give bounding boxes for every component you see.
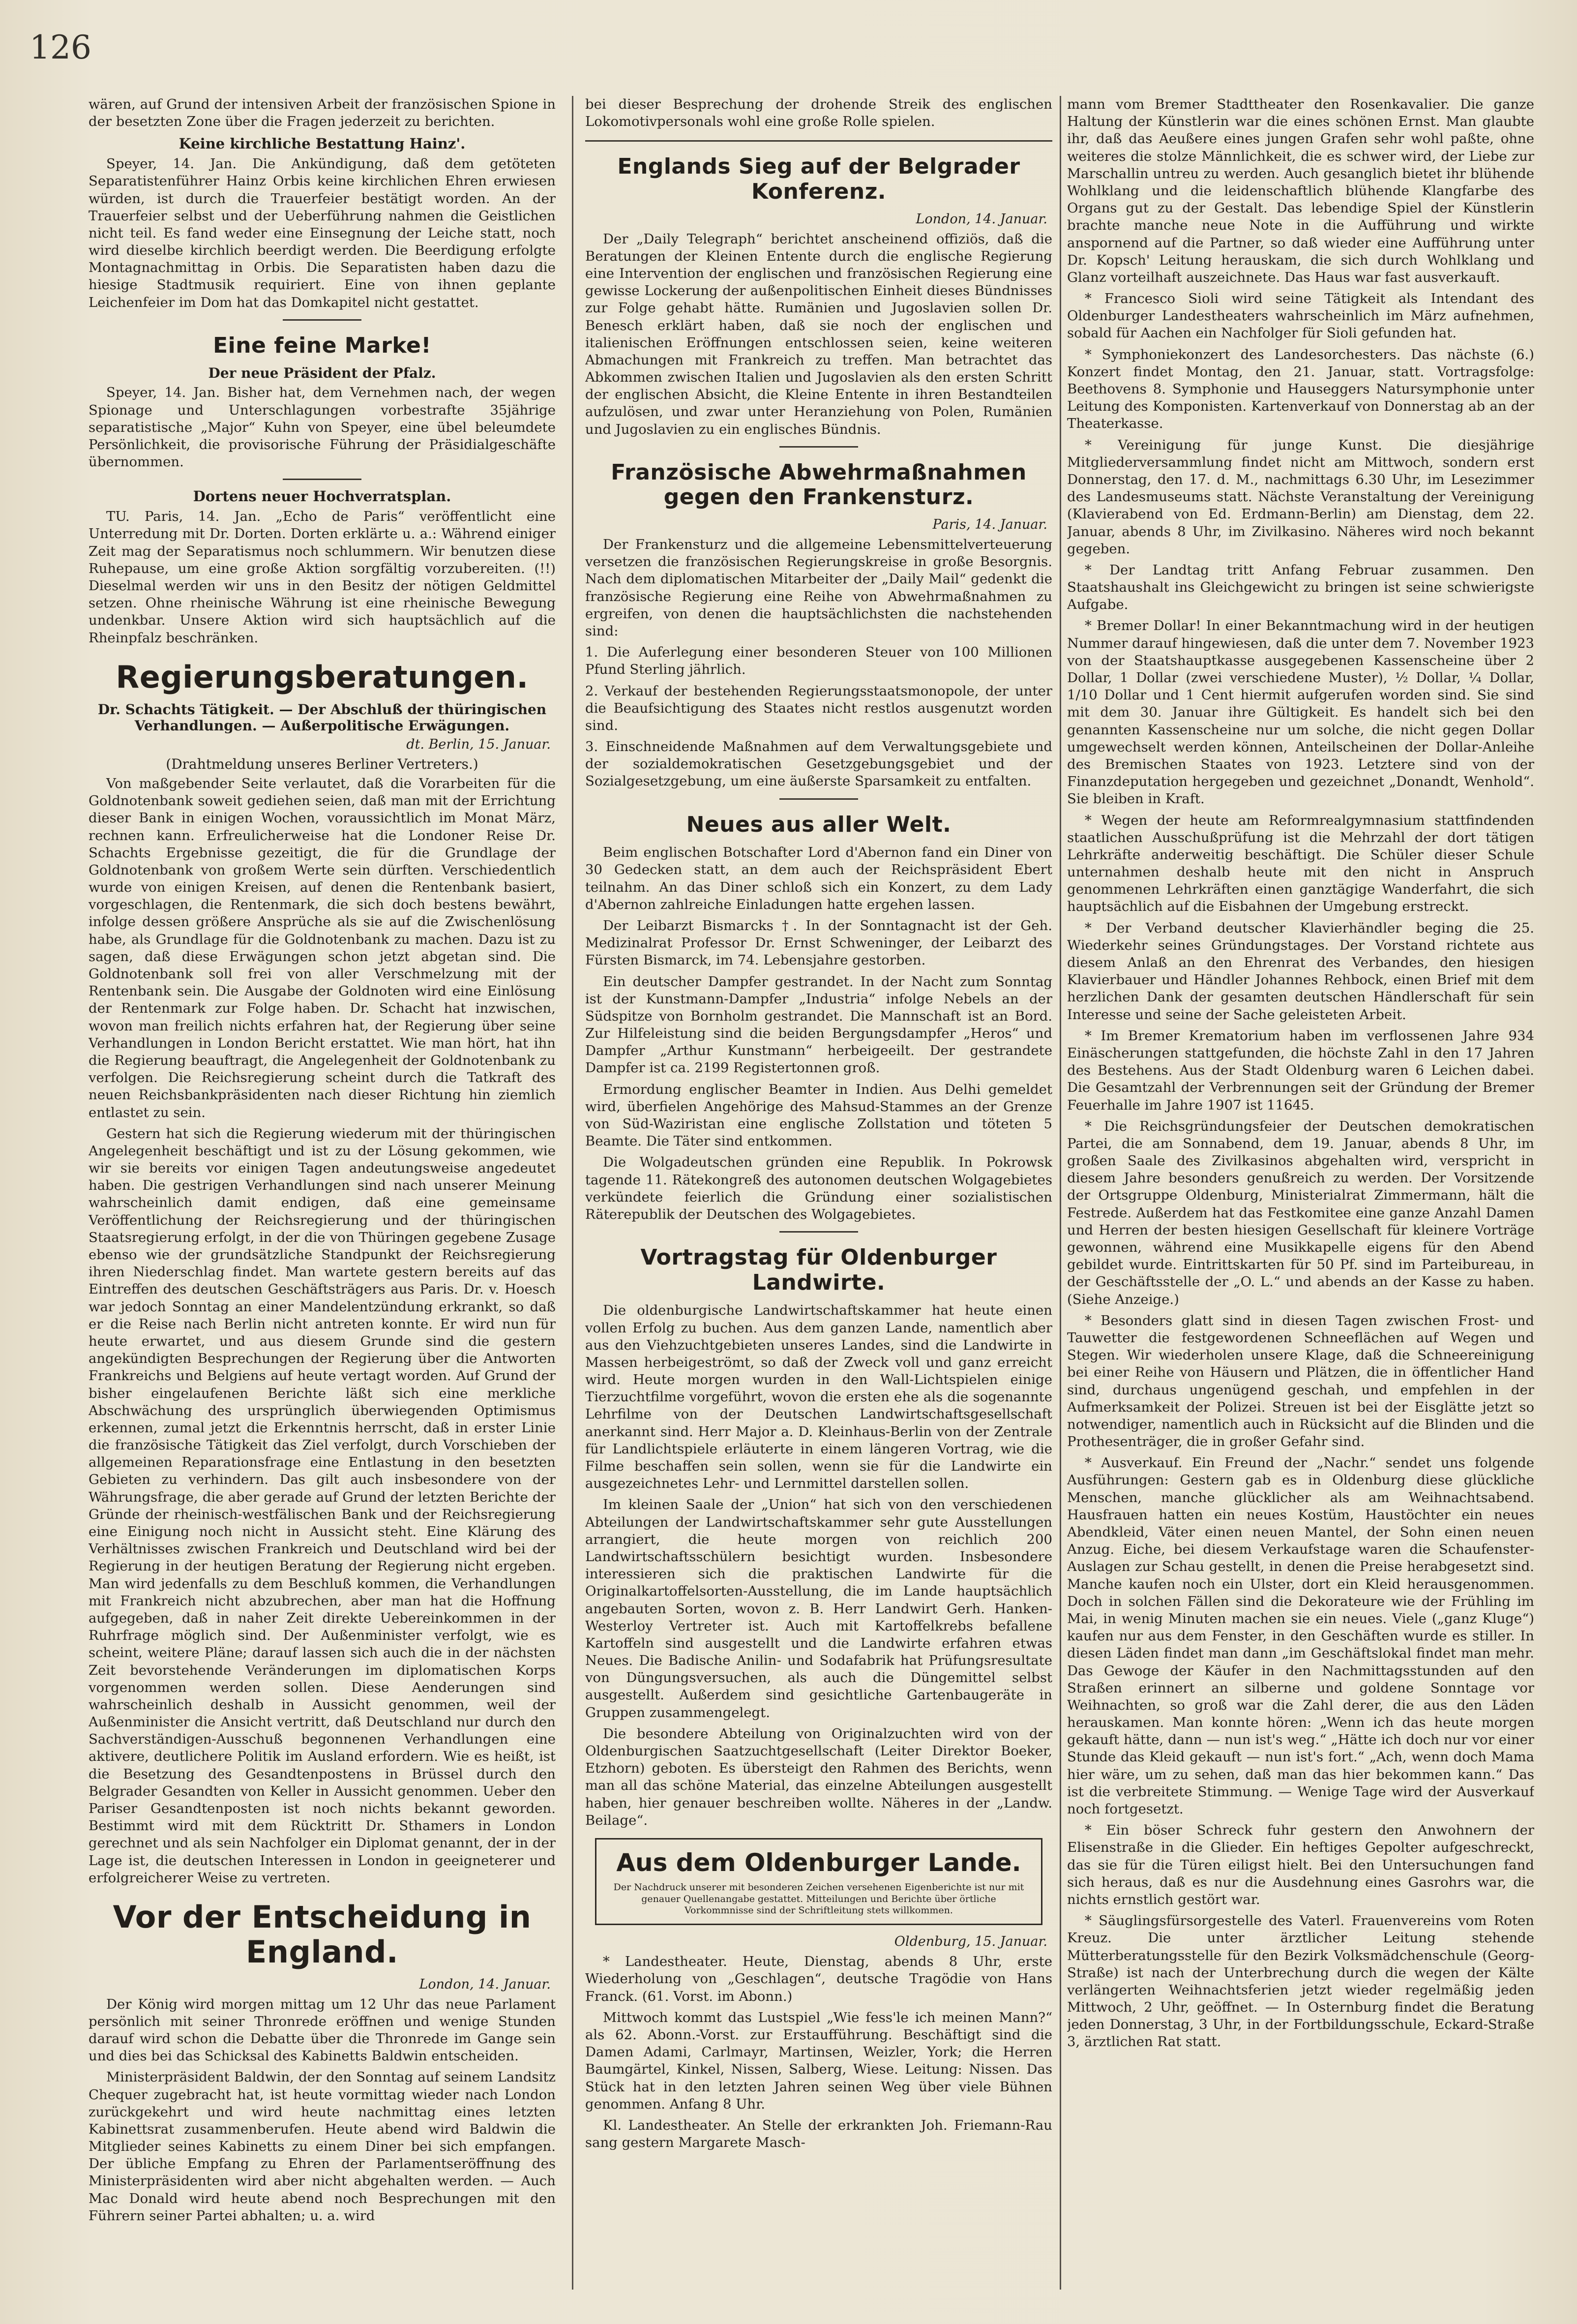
article-paragraph: Der „Daily Telegraph“ berichtet anscheinend offiziös, daß die Beratungen der Kleinen Entente durch die englische Regierung eine Intervention der englischen und französischen Regierung eine gewisse Lockerung der außenpolitischen Einheit dieses Bündnisses zur Folge gehabt hätte. Rumänien und Jugoslavien sollen Dr. Benesch erklärt haben, daß sie noch der englischen und italienischen Eröffnungen entschlossen seien, keine weiteren Abmachungen mit Frankreich zu treffen. Man betrachtet das Abkommen zwischen Italien und Jugoslavien als den ersten Schritt der englischen Absicht, die Kleine Entente in ihren Bestandteilen aufzulösen, und zwar unter Heranziehung von Polen, Rumänien und Jugoslavien zu ein englisches Bündnis.: [585, 231, 1052, 437]
news-item: * Ein böser Schreck fuhr gestern den Anwohnern der Elisenstraße in die Glieder. Ein heftiges Gepolter aufgeschreckt, das sie für die Türen eiligst hielt. Bei den Untersuchungen fand sich heraus, daß es nur die Ausdehnung eines Gasrohrs war, die nichts ernstlich gestört war.: [1067, 1822, 1534, 1907]
article-paragraph: Der Frankensturz und die allgemeine Lebensmittelverteuerung versetzen die französischen Regierungskreise in große Besorgnis. Nach dem diplomatischen Mitarbeiter der „Daily Mail“ gedenkt die französische Regierung eine Reihe von Abwehrmaßnahmen zu ergreifen, von denen die hauptsächlichsten die nachstehenden sind:: [585, 537, 1052, 639]
article-headline: Keine kirchliche Bestattung Hainz'.: [179, 135, 466, 152]
section-note: Der Nachdruck unserer mit besonderen Zeichen versehenen Eigenberichte ist nur mit genauer Quellenangabe gestattet. Mitteilungen und Berichte über örtliche Vorkommnisse sind der Schriftleitung stets willkommen.: [613, 1881, 1024, 1916]
article-paragraph: Von maßgebender Seite verlautet, daß die Vorarbeiten für die Goldnotenbank soweit gediehen seien, daß man mit der Errichtung dieser Bank in einigen Wochen, voraussichtlich im Monat März, rechnen kann. Erfreulicherweise hat die Londoner Reise Dr. Schachts Ergebnisse gezeitigt, die für die Grundlage der Goldnotenbank von großem Werte sein dürften. Verschiedentlich wurde von einigen Kreisen, auf denen die Rentenbank basiert, vorgeschlagen, die Rentenmark, die sich doch bestens bewährt, infolge dessen größere Ansprüche als sie auf die Zwischenlösung habe, als Grundlage für die Goldnotenbank zu machen. Dazu ist zu sagen, daß diese Erwägungen schon jetzt abgetan sind. Die Goldnotenbank soll frei von aller Verschmelzung mit der Rentenbank sein. Die Ausgabe der Goldnoten wird eine Einlösung der Rentenmark zur Folge haben. Dr. Schacht hat inzwischen, wovon man freilich nichts erfahren hat, der Regierung über seine Verhandlungen in London Bericht erstattet. Wie man hört, hat ihn die Regierung beauftragt, die Angelegenheit der Goldnotenbank zu verfolgen. Die Reichsregierung scheint durch die Tatkraft des neuen Reichsbankpräsidenten nach dieser Richtung hin ziemlich entlastet zu sein.: [89, 775, 556, 1120]
article-paragraph: Die oldenburgische Landwirtschaftskammer hat heute einen vollen Erfolg zu buchen. Aus dem ganzen Lande, namentlich aber aus den Viehzuchtgebieten unseres Landes, sind die Landwirte in Massen herbeigeströmt, so daß der Zweck voll und ganz erreicht wird. Heute morgen wurden in den Wall-Lichtspielen einige Tierzuchtfilme vorgeführt, wovon die ersten ehe als die sogenannte Lehrfilme von der Deutschen Landwirtschaftsgesellschaft anerkannt sind. Herr Major a. D. Kleinhaus-Berlin von der Zentrale für Landlichtspiele erläuterte in einem längeren Vortrag, wie die Filme beschaffen sein sollen, wenn sie für die Landwirte ein ausgezeichnetes Lehr- und Lernmittel darstellen sollen.: [585, 1302, 1052, 1492]
article-continuation: mann vom Bremer Stadttheater den Rosenkavalier. Die ganze Haltung der Künstlerin war die eines schönen Ernst. Man glaubte ihr, daß das Aeußere eines jungen Grafen sehr wohl paßte, ohne weiteres die stolze Männlichkeit, die es schwer wird, der Liebe zur Marschallin untreu zu werden. Auch gesanglich bietet ihr blühende Wohlklang und die leidenschaftlich blühende Klangfarbe des Organs gut zu der Gestalt. Das lebendige Spiel der Künstlerin brachte manche neue Note in die Aufführung und wirkte anspornend auf die Partner, so daß wieder eine Aufführung unter Dr. Kopsch' Leitung herauskam, die sich durch Wohlklang und Glanz vorteilhaft auszeichnete. Das Haus war fast ausverkauft.: [1067, 96, 1534, 285]
article-paragraph: Die Wolgadeutschen gründen eine Republik. In Pokrowsk tagende 11. Rätekongreß des autonomen deutschen Wolgagebietes verkündete feierlich die Gründung einer sozialistischen Räterepublik der Deutschen des Wolgagebietes.: [585, 1154, 1052, 1222]
article-paragraph: * Landestheater. Heute, Dienstag, abends 8 Uhr, erste Wiederholung von „Geschlagen“, deutsche Tragödie von Hans Franck. (61. Vorst. im Abonn.): [585, 1954, 1052, 2004]
separator: [779, 798, 858, 800]
article-paragraph: Beim englischen Botschafter Lord d'Abernon fand ein Diner von 30 Gedecken statt, an dem auch der Reichspräsident Ebert teilnahm. An das Diner schloß sich ein Konzert, zu dem Lady d'Abernon zahlreiche Einladungen hatte ergehen lassen.: [585, 845, 1052, 912]
separator: [779, 1231, 858, 1233]
article-paragraph: Gestern hat sich die Regierung wiederum mit der thüringischen Angelegenheit beschäftigt und ist zu der Lösung gekommen, wie wir sie bereits vor einigen Tagen andeutungsweise angedeutet haben. Die gestrigen Verhandlungen sind nach unserer Meinung wahrscheinlich damit endigen, daß eine gemeinsame Veröffentlichung der Reichsregierung und der thüringischen Staatsregierung erfolgt, in der die von Thüringen gegebene Zusage ebenso wie der grundsätzliche Standpunkt der Reichsregierung ihren Niederschlag findet. Man wartete gestern bereits auf das Eintreffen des deutschen Geschäftsträgers aus Paris. Dr. v. Hoesch war jedoch Sonntag an einer Mandelentzündung erkrankt, so daß er die Reise nach Berlin nicht antreten konnte. Er wird nun für heute erwartet, und aus diesem Grunde sind die gestern angekündigten Besprechungen der Regierung über die Antworten Frankreichs und Belgiens auf heute vertagt worden. Auf Grund der bisher eingelaufenen Berichte läßt sich eine merkliche Abschwächung des ursprünglich überwiegenden Optimismus erkennen, zumal jetzt die Erkenntnis herrscht, daß in erster Linie die französische Tätigkeit das Ziel verfolgt, durch Vorschieben der allgemeinen Reparationsfrage eine Entlastung in den besetzten Gebieten zu verhindern. Das gilt auch insbesondere von der Währungsfrage, die aber gerade auf Grund der letzten Berichte der Gründe der rheinisch-westfälischen Bank und der Reichsregierung eine Einigung noch nicht in Aussicht steht. Eine Klärung des Verhältnisses zwischen Frankreich und Deutschland wird bei der Regierung in der heutigen Beratung der Regierung nicht ergeben. Man wird jedenfalls zu dem Beschluß kommen, die Verhandlungen mit Frankreich nicht abzubrechen, aber man hat die Hoffnung aufgegeben, daß in naher Zeit direkte Uebereinkommen in der Ruhrfrage möglich sind. Der Außenminister verfolgt, wie es scheint, weitere Pläne; darauf lassen sich auch die in der nächsten Zeit bevorstehende Veränderungen im diplomatischen Korps vorgenommen werden sollen. Diese Aenderungen sind wahrscheinlich deshalb in Aussicht genommen, weil der Außenminister die Ansicht vertritt, daß Deutschland nur durch den Sachverständigen-Ausschuß begonnenen Verhandlungen eine aktivere, deutlichere Politik im Ausland erfordern. Wie es heißt, ist die Besetzung des Gesandtenpostens in Brüssel durch den Belgrader Gesandten von Keller in Aussicht genommen. Ueber den Pariser Gesandtenposten ist noch nichts bekannt geworden. Bestimmt wird mit dem Rücktritt Dr. Sthamers in London gerechnet und als sein Nachfolger ein Diplomat genannt, der in der Lage ist, die deutschen Interessen in London in geeigneterer und erfolgreicherer Weise zu vertreten.: [89, 1125, 556, 1886]
article-subheadline: Der neue Präsident der Pfalz.: [208, 365, 436, 382]
separator: [585, 140, 1052, 142]
page-number: 126: [30, 29, 91, 66]
dateline: Paris, 14. Januar.: [932, 517, 1047, 532]
news-item: * Der Landtag tritt Anfang Februar zusammen. Den Staatshaushalt ins Gleichgewicht zu bringen ist seine schwierigste Aufgabe.: [1067, 562, 1534, 613]
article-headline: Dortens neuer Hochverratsplan.: [193, 488, 451, 505]
list-item: 2. Verkauf der bestehenden Regierungsstaatsmonopole, der unter die Beaufsichtigung des Staates nicht restlos ausgenutzt worden sind.: [585, 683, 1052, 733]
article-headline: Vor der Entscheidung in England.: [113, 1899, 532, 1970]
news-item: * Francesco Sioli wird seine Tätigkeit als Intendant des Oldenburger Landestheaters wahrscheinlich im März aufnehmen, sobald für Aachen ein Nachfolger für Sioli gefunden hat.: [1067, 291, 1534, 341]
dateline: London, 14. Januar.: [419, 1976, 551, 1992]
article-paragraph: Ermordung englischer Beamter in Indien. Aus Delhi gemeldet wird, überfielen Angehörige des Mahsud-Stammes an der Grenze von Süd-Waziristan eine englische Zollstation und töteten 5 Beamte. Die Täter sind entkommen.: [585, 1081, 1052, 1149]
column-left: [89, 96, 556, 2299]
news-item: * Vereinigung für junge Kunst. Die diesjährige Mitgliederversammlung findet nicht am Mittwoch, sondern erst Donnerstag, den 17. d. M., nachmittags 6.30 Uhr, im Lesezimmer des Landesmuseums statt. Nächste Veranstaltung der Vereinigung (Klavierabend von Ed. Erdmann-Berlin) am Dienstag, dem 22. Januar, abends 8 Uhr, im Zivilkasino. Näheres wird noch bekannt gegeben.: [1067, 437, 1534, 557]
section-header-box: [595, 1838, 1042, 1925]
column-rule: [1060, 96, 1061, 2290]
dateline: London, 14. Januar.: [916, 211, 1047, 227]
article-paragraph: Ministerpräsident Baldwin, der den Sonntag auf seinem Landsitz Chequer zugebracht hat, ist heute vormittag wieder nach London zurückgekehrt und wird heute nachmittag eines letzten Kabinettsrat zusammenberufen. Heute abend wird Baldwin die Mitglieder seines Kabinetts zu einem Diner bei sich empfangen. Der übliche Empfang zu Ehren der Parlamentseröffnung des Ministerpräsidenten wird aber nicht abgehalten werden. — Auch Mac Donald wird heute abend noch Besprechungen mit den Führern seiner Partei abhalten; u. a. wird: [89, 2069, 556, 2224]
article-paragraph: Im kleinen Saale der „Union“ hat sich von den verschiedenen Abteilungen der Landwirtschaftskammer sehr gute Ausstellungen arrangiert, die heute morgen von reichlich 200 Landwirtschaftsschülern besichtigt wurden. Insbesondere interessieren sich die praktischen Landwirte für die Originalkartoffelsorten-Ausstellung, die im Lande hauptsächlich angebauten Sorten, wovon z. B. Herr Landwirt Gerh. Hanken-Westerloy Vertreter ist. Auch mit Kartoffelkrebs befallene Kartoffeln sind ausgestellt und die Landwirte erfahren etwas Neues. Die Badische Anilin- und Sodafabrik hat Prüfungsresultate von Düngungsversuchen, als auch die Düngemittel selbst ausgestellt. Außerdem sind gesichtliche Gartenbaugeräte in Gruppen zusammengelegt.: [585, 1497, 1052, 1720]
column-rule: [572, 96, 573, 2290]
article-headline: Englands Sieg auf der Belgrader Konferenz.: [617, 154, 1020, 204]
news-item: * Wegen der heute am Reformrealgymnasium stattfindenden staatlichen Ausschußprüfung ist die Mehrzahl der dort tätigen Lehrkräfte anderweitig beschäftigt. Die Schüler dieser Schule unternahmen deshalb heute mit den nicht in Anspruch genommenen Lehrkräften einen ganztägige Wanderfahrt, die sich hauptsächlich auf die Eisbahnen der Umgebung erstreckt.: [1067, 812, 1534, 915]
column-right: [1067, 96, 1534, 2299]
article-headline: Vortragstag für Oldenburger Landwirte.: [640, 1245, 997, 1295]
article-paragraph: Speyer, 14. Jan. Die Ankündigung, daß dem getöteten Separatistenführer Hainz Orbis keine kirchlichen Ehren erwiesen würden, ist durch die Trauerfeier bestätigt worden. An der Trauerfeier selbst und der Ueberführung nahmen die Geistlichen nicht teil. Es fand weder eine Einsegnung der Leiche statt, noch wird dieselbe kirchlich beerdigt werden. Die Beerdigung erfolgte Montagnachmittag in Orbis. Die Separatisten haben dazu die hiesige Stadtmusik requiriert. Eine von ihnen geplante Leichenfeier im Dom hat das Domkapitel nicht gestattet.: [89, 156, 556, 310]
article-continuation: bei dieser Besprechung der drohende Streik des englischen Lokomotivpersonals wohl eine große Rolle spielen.: [585, 96, 1052, 130]
list-item: 1. Die Auferlegung einer besonderen Steuer von 100 Millionen Pfund Sterling jährlich.: [585, 644, 1052, 678]
dateline: dt. Berlin, 15. Januar.: [406, 736, 551, 752]
article-paragraph: Die besondere Abteilung von Originalzuchten wird von der Oldenburgischen Saatzuchtgesellschaft (Leiter Direktor Boeker, Etzhorn) geboten. Es übersteigt den Rahmen des Berichts, wenn man all das schöne Material, das einzelne Abteilungen ausgestellt haben, hier genauer beschreiben wollte. Näheres in der „Landw. Beilage“.: [585, 1725, 1052, 1828]
news-item: * Ausverkauf. Ein Freund der „Nachr.“ sendet uns folgende Ausführungen: Gestern gab es in Oldenburg diese glückliche Menschen, manche glücklicher als am Weihnachtsabend. Hausfrauen hatten ein neues Kostüm, Haustöchter ein neues Abendkleid, Väter einen neuen Mantel, der Sohn einen neuen Anzug. Eiche, bei diesem Verkaufstage waren die Schaufenster-Auslagen zur Schau gestellt, in denen die Preise herabgesetzt sind. Manche kaufen noch ein Ulster, dort ein Kleid herausgenommen. Doch in solchen Fällen sind die Dekorateure wie der Frühling im Mai, in wenig Minuten machen sie ein neues. Viele („ganz Kluge“) kaufen nur aus dem Fenster, in den Geschäften wurde es stiller. In diesen Läden findet man dann „im Geschäftslokal findet man mehr. Das Gewoge der Käufer in den Nachmittagsstunden auf den Straßen erinnert an silberne und goldene Sonntage vor Weihnachten, so groß war die Zahl derer, die aus den Läden herauskamen. Man konnte hören: „Wenn ich das heute morgen gekauft hätte, dann — nun ist's weg.“ „Hätte ich doch nur vor einer Stunde das Kleid gekauft — nun ist's fort.“ „Ach, wenn doch Mama hier wäre, um zu sehen, daß man das hier bekommen kann.“ Das ist die verbreitete Stimmung. — Wenige Tage wird der Ausverkauf noch fortgesetzt.: [1067, 1455, 1534, 1817]
separator: [283, 319, 361, 321]
article-paragraph: Mittwoch kommt das Lustspiel „Wie fess'le ich meinen Mann?“ als 62. Abonn.-Vorst. zur Erstaufführung. Beschäftigt sind die Damen Adami, Carlmayr, Martinsen, Weizler, York; die Herren Baumgärtel, Kinkel, Nissen, Salberg, Wiese. Leitung: Nissen. Das Stück hat in den letzten Jahren seinen Weg über viele Bühnen genommen. Anfang 8 Uhr.: [585, 2009, 1052, 2112]
news-item: * Die Reichsgründungsfeier der Deutschen demokratischen Partei, die am Sonnabend, dem 19. Januar, abends 8 Uhr, im großen Saale des Zivilkasinos abgehalten wird, verspricht in diesem Jahre besonders genußreich zu werden. Der Vorsitzende der Ortsgruppe Oldenburg, Ministerialrat Zimmermann, hält die Festrede. Außerdem hat das Festkomitee eine ganze Anzahl Damen und Herren der besten hiesigen Gesellschaft für kleinere Vorträge gewonnen, während eine Musikkapelle eigens für den Abend gebildet wurde. Eintrittskarten für 50 Pf. sind im Parteibureau, in der Geschäftsstelle der „O. L.“ und abends an der Kasse zu haben. (Siehe Anzeige.): [1067, 1118, 1534, 1307]
article-note: (Drahtmeldung unseres Berliner Vertreters.): [166, 755, 478, 772]
article-paragraph: Ein deutscher Dampfer gestrandet. In der Nacht zum Sonntag ist der Kunstmann-Dampfer „Industria“ infolge Nebels an der Südspitze von Bornholm gestrandet. Die Mannschaft ist an Bord. Zur Hilfeleistung sind die beiden Bergungsdampfer „Heros“ und Dampfer „Arthur Kunstmann“ herbeigeeilt. Der gestrandete Dampfer ist ca. 2199 Registertonnen groß.: [585, 973, 1052, 1076]
separator: [283, 479, 361, 480]
article-headline: Französische Abwehrmaßnahmen gegen den Frankensturz.: [611, 459, 1027, 510]
news-item: * Der Verband deutscher Klavierhändler beging die 25. Wiederkehr seines Gründungstages. Der Vorstand richtete aus diesem Anlaß an den Ehrenrat des Verbandes, den hiesigen Klavierbauer und Händler Johannes Rehbock, einen Brief mit dem herzlichen Dank der gesamten deutschen Händlerschaft für sein Interesse und seine der Sache geleisteten Arbeit.: [1067, 920, 1534, 1023]
news-item: * Symphoniekonzert des Landesorchesters. Das nächste (6.) Konzert findet Montag, den 21. Januar, statt. Vortragsfolge: Beethovens 8. Symphonie und Hauseggers Natursymphonie unter Leitung des Komponisten. Kartenverkauf von Donnerstag ab an der Theaterkasse.: [1067, 346, 1534, 432]
dateline: Oldenburg, 15. Januar.: [894, 1934, 1047, 1950]
news-item: * Bremer Dollar! In einer Bekanntmachung wird in der heutigen Nummer darauf hingewiesen, daß die unter dem 7. November 1923 von der Staatshauptkasse ausgegebenen Kassenscheine über 2 Dollar, 1 Dollar (zwei verschiedene Muster), ½ Dollar, ¼ Dollar, 1/10 Dollar und 1 Cent hiermit aufgerufen worden sind. Sie sind mit dem 30. Januar ihre Gültigkeit. Es handelt sich bei den genannten Kassenscheine nur um solche, die nicht gegen Dollar umgewechselt werden können, Anteilscheinen der Dollar-Anleihe des Bremischen Staates von 1923. Letztere sind von der Finanzdeputation hergegeben und gezeichnet „Donandt, Wenhold“. Sie bleiben in Kraft.: [1067, 618, 1534, 807]
article-paragraph: Der Leibarzt Bismarcks †. In der Sonntagnacht ist der Geh. Medizinalrat Professor Dr. Ernst Schweninger, der Leibarzt des Fürsten Bismarck, im 74. Lebensjahre gestorben.: [585, 917, 1052, 968]
news-item: * Säuglingsfürsorgestelle des Vaterl. Frauenvereins vom Roten Kreuz. Die unter ärztlicher Leitung stehende Mütterberatungsstelle für den Bezirk Volksmädchenschule (Georg-Straße) ist nach der Unterbrechung durch die wegen der Kälte verlängerten Weihnachtsferien jetzt wieder regelmäßig jeden Mittwoch, 2 Uhr, geöffnet. — In Osternburg findet die Beratung jeden Donnerstag, 3 Uhr, in der Fortbildungsschule, Eckard-Straße 3, ärztlichen Rat statt.: [1067, 1913, 1534, 2050]
list-item: 3. Einschneidende Maßnahmen auf dem Verwaltungsgebiete und der sozialdemokratischen Gesetzgebungsgebiet und der Sozialgesetzgebung, um eine äußerste Sparsamkeit zu entfalten.: [585, 739, 1052, 789]
article-continuation: wären, auf Grund der intensiven Arbeit der französischen Spione in der besetzten Zone über die Fragen jederzeit zu berichten.: [89, 96, 556, 130]
section-title: Aus dem Oldenburger Lande.: [616, 1848, 1021, 1877]
article-paragraph: Der König wird morgen mittag um 12 Uhr das neue Parlament persönlich mit seiner Thronrede eröffnen und wenige Stunden darauf wird schon die Debatte über die Thronrede im Gange sein und dies bei das Schicksal des Kabinetts Baldwin entscheiden.: [89, 1996, 556, 2064]
article-paragraph: Speyer, 14. Jan. Bisher hat, dem Vernehmen nach, der wegen Spionage und Unterschlagungen vorbestrafte 35jährige separatistische „Major“ Kuhn von Speyer, eine übel beleumdete Persönlichkeit, die provisorische Führung der Präsidialgeschäfte übernommen.: [89, 385, 556, 470]
news-item: * Besonders glatt sind in diesen Tagen zwischen Frost- und Tauwetter die festgewordenen Schneeflächen auf Wegen und Stegen. Wir wiederholen unsere Klage, daß die Schneereinigung bei einer Reihe von Häusern und Plätzen, die in öffentlicher Hand sind, durchaus ungenügend geschah, und empfehlen in der Aufmerksamkeit der Polizei. Streuen ist bei der Eisglätte jetzt so notwendiger, namentlich auch in Rücksicht auf die Blinden und die Prothesenträger, die in großer Gefahr sind.: [1067, 1312, 1534, 1450]
article-subheadline: Dr. Schachts Tätigkeit. — Der Abschluß der thüringischen Verhandlungen. — Außerpolitische Erwägungen.: [97, 701, 547, 734]
article-headline: Regierungsberatungen.: [116, 659, 529, 695]
column-middle: [585, 96, 1052, 2299]
separator: [779, 446, 858, 448]
article-headline: Eine feine Marke!: [213, 332, 431, 358]
article-paragraph: TU. Paris, 14. Jan. „Echo de Paris“ veröffentlicht eine Unterredung mit Dr. Dorten. Dorten erklärte u. a.: Während einiger Zeit mag der Separatismus noch schlummern. Wir benutzen diese Ruhepause, um eine große Aktion sorgfältig vorzubereiten. (!!) Dieselmal werden wir uns in den Besitz der nötigen Geldmittel setzen. Ohne rheinische Währung ist eine rheinische Bewegung undenkbar. Unsere Aktion wird sich hauptsächlich auf die Rheinpfalz beschränken.: [89, 509, 556, 646]
article-headline: Neues aus aller Welt.: [686, 812, 952, 837]
news-item: * Im Bremer Krematorium haben im verflossenen Jahre 934 Einäscherungen stattgefunden, die höchste Zahl in den 17 Jahren des Bestehens. Aus der Stadt Oldenburg waren 6 Leichen dabei. Die Gesamtzahl der Verbrennungen seit der Gründung der Bremer Feuerhalle im Jahre 1907 ist 11645.: [1067, 1027, 1534, 1113]
article-paragraph: Kl. Landestheater. An Stelle der erkrankten Joh. Friemann-Rau sang gestern Margarete Masch-: [585, 2117, 1052, 2151]
